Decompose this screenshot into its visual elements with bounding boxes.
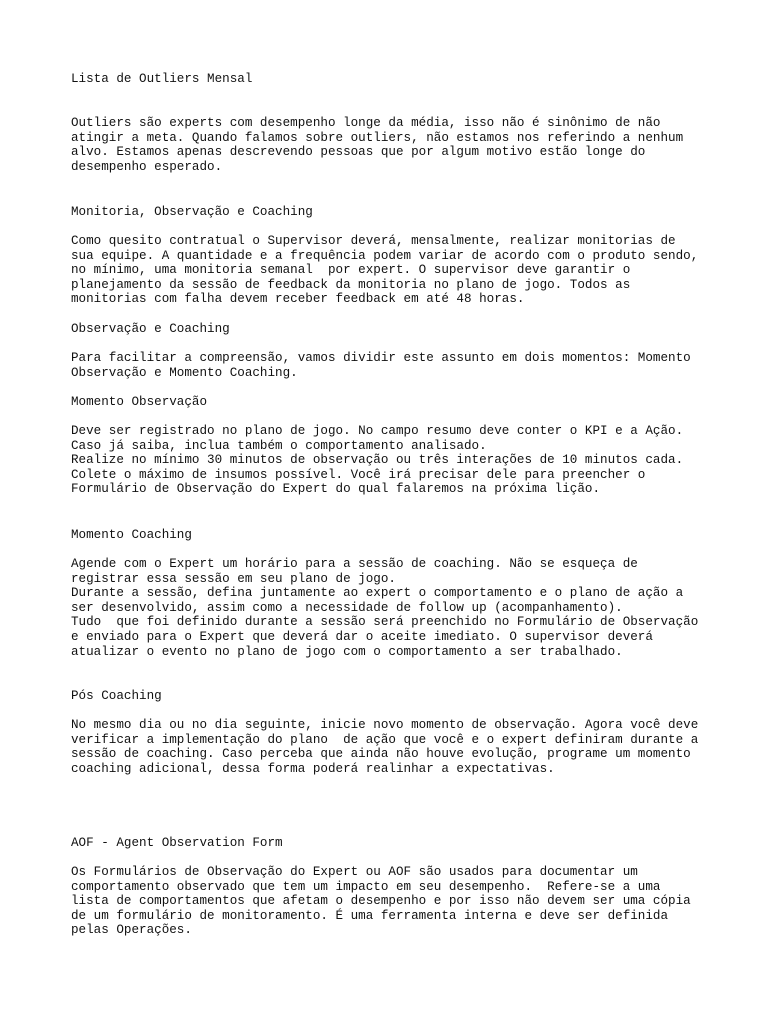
momento-observacao-heading: Momento Observação <box>71 395 208 409</box>
observacao-coaching-heading: Observação e Coaching <box>71 322 230 336</box>
momento-coaching-heading: Momento Coaching <box>71 528 192 542</box>
momento-coaching-paragraph: Agende com o Expert um horário para a sessão de coaching. Não se esqueça de registrar essa sessão em seu plano de jogo. Durante a sessão, defina juntamente ao expert o comportamento e o plano de ação a ser desenvolvido, assim como a necessidade de follow up (acompanhamento). Tudo que foi definido durante a sessão será preenchido no Formulário de Observação e enviado para o Expert que deverá dar o aceite imediato. O supervisor deverá atualizar o evento no plano de jogo com o comportamento a ser trabalhado. <box>71 557 699 659</box>
aof-paragraph: Os Formulários de Observação do Expert ou AOF são usados para documentar um comportamento observado que tem um impacto em seu desempenho. Refere-se a uma lista de comportamentos que afetam o desempenho e por isso não devem ser uma cópia de um formulário de monitoramento. É uma ferramenta interna e deve ser definida pelas Operações. <box>71 865 691 938</box>
aof-heading: AOF - Agent Observation Form <box>71 836 283 850</box>
pos-coaching-heading: Pós Coaching <box>71 689 162 703</box>
monitoria-heading: Monitoria, Observação e Coaching <box>71 205 313 219</box>
document-title: Lista de Outliers Mensal <box>71 72 253 86</box>
momento-observacao-paragraph: Deve ser registrado no plano de jogo. No campo resumo deve conter o KPI e a Ação. Caso já saiba, inclua também o comportamento analisado. Realize no mínimo 30 minutos de observação ou três interações de 10 minutos cada. Colete o máximo de insumos possível. Você irá precisar dele para preencher o Formulário de Observação do Expert do qual falaremos na próxima lição. <box>71 424 684 497</box>
intro-paragraph: Outliers são experts com desempenho longe da média, isso não é sinônimo de não atingir a meta. Quando falamos sobre outliers, não estamos nos referindo a nenhum alvo. Estamos apenas descrevendo pessoas que por algum motivo estão longe do desempenho esperado. <box>71 116 684 174</box>
monitoria-paragraph: Como quesito contratual o Supervisor deverá, mensalmente, realizar monitorias de sua equipe. A quantidade e a frequência podem variar de acordo com o produto sendo, no mínimo, uma monitoria semanal por expert. O supervisor deve garantir o planejamento da sessão de feedback da monitoria no plano de jogo. Todos as monitorias com falha devem receber feedback em até 48 horas. <box>71 234 699 307</box>
observacao-coaching-paragraph: Para facilitar a compreensão, vamos dividir este assunto em dois momentos: Momento Observação e Momento Coaching. <box>71 351 691 380</box>
pos-coaching-paragraph: No mesmo dia ou no dia seguinte, inicie novo momento de observação. Agora você deve verificar a implementação do plano de ação que você e o expert definiram durante a sessão de coaching. Caso perceba que ainda não houve evolução, programe um momento coaching adicional, dessa forma poderá realinhar a expectativas. <box>71 718 699 776</box>
